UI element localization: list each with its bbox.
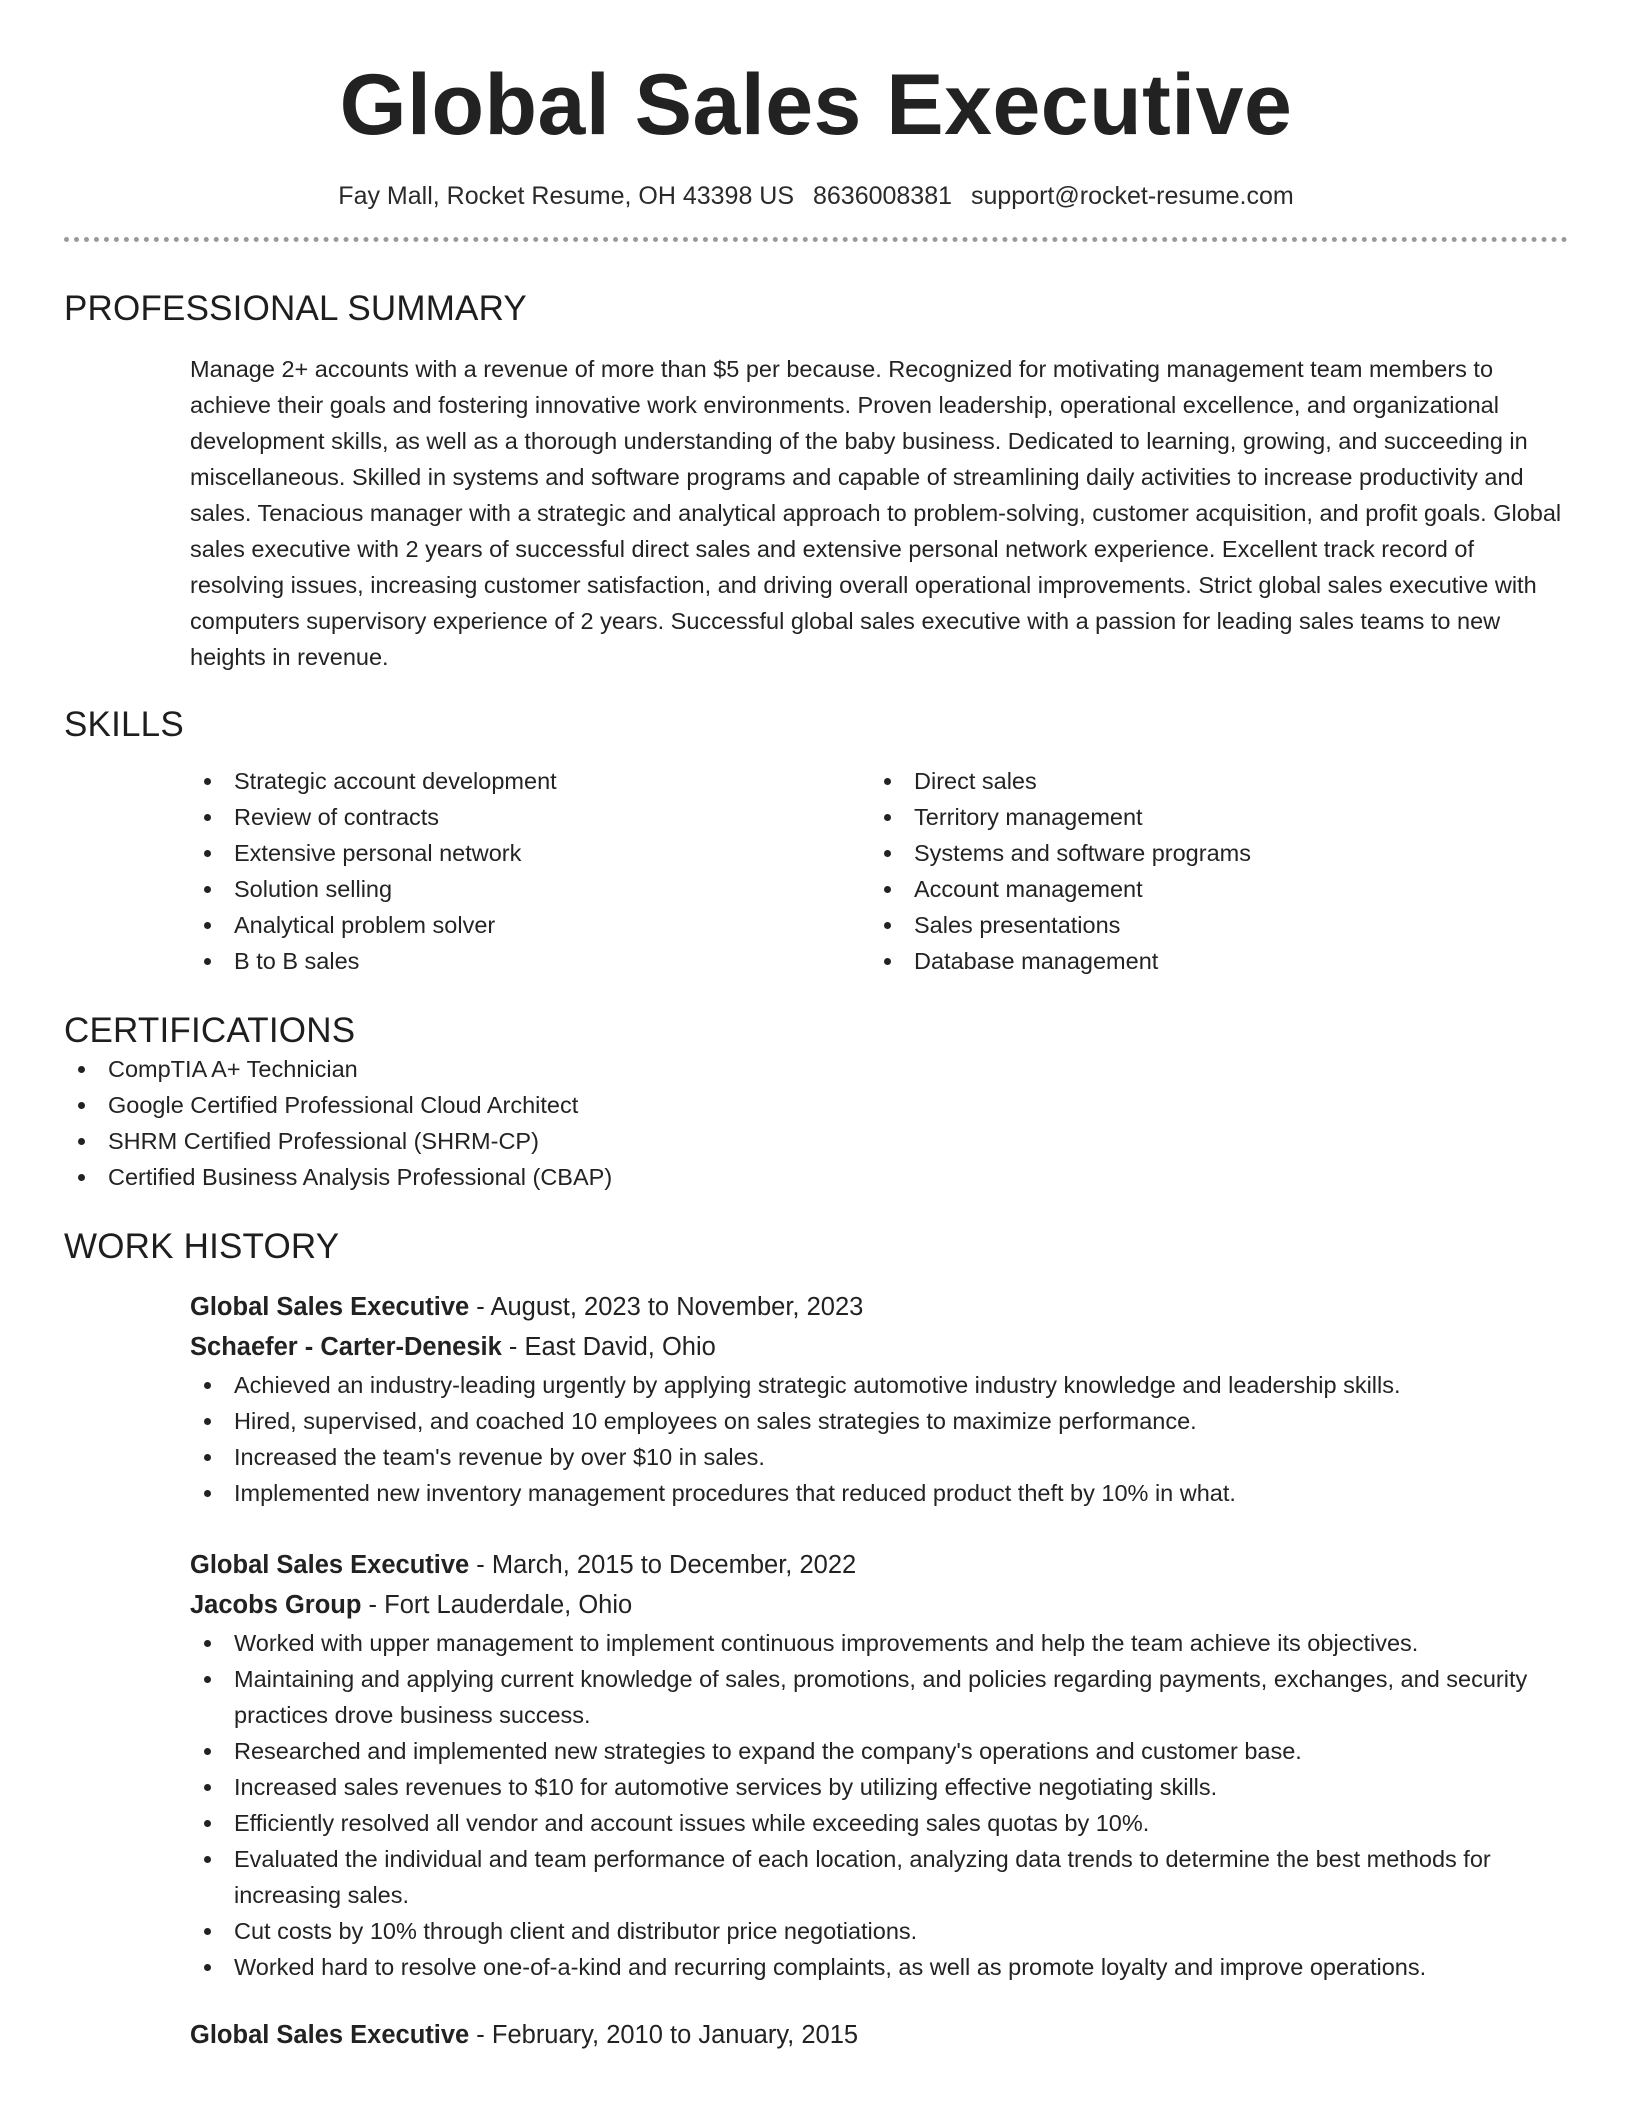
job-company: Schaefer - Carter-Denesik — [190, 1333, 502, 1361]
job-bullet: Increased the team's revenue by over $10 in sales. — [190, 1439, 1568, 1475]
job-bullet: Worked with upper management to implement continuous improvements and help the team achieve its objectives. — [190, 1625, 1568, 1661]
skill-item: B to B sales — [190, 943, 870, 979]
job-dates: - February, 2010 to January, 2015 — [469, 2021, 859, 2049]
job-role: Global Sales Executive — [190, 2021, 470, 2049]
skill-item: Direct sales — [870, 763, 1550, 799]
contact-phone: 8636008381 — [812, 182, 953, 210]
skill-item: Extensive personal network — [190, 835, 870, 871]
job-title-line — [190, 2015, 1568, 2055]
job-dates: - March, 2015 to December, 2022 — [469, 1551, 857, 1579]
job-role: Global Sales Executive — [190, 1551, 470, 1579]
skill-item: Database management — [870, 943, 1550, 979]
job-role: Global Sales Executive — [190, 1293, 470, 1321]
skill-item: Analytical problem solver — [190, 907, 870, 943]
skills-column-left — [190, 763, 870, 979]
skill-item: Sales presentations — [870, 907, 1550, 943]
job-company-line — [190, 1585, 1568, 1625]
job-bullet: Efficiently resolved all vendor and account issues while exceeding sales quotas by 10%. — [190, 1805, 1568, 1841]
contact-email: support@rocket-resume.com — [970, 182, 1294, 210]
certifications-list — [64, 1051, 1568, 1195]
job-bullet: Evaluated the individual and team performance of each location, analyzing data trends to determine the best methods for increasing sales. — [190, 1841, 1568, 1913]
skill-item: Account management — [870, 871, 1550, 907]
certification-item: CompTIA A+ Technician — [64, 1051, 1568, 1087]
job-title-line — [190, 1287, 1568, 1327]
certification-item: SHRM Certified Professional (SHRM-CP) — [64, 1123, 1568, 1159]
skills-list-right — [870, 763, 1550, 979]
job-bullets — [190, 1625, 1568, 1985]
job-entry — [190, 1545, 1568, 1985]
skills-grid — [190, 763, 1568, 979]
job-bullet: Worked hard to resolve one-of-a-kind and recurring complaints, as well as promote loyalty and improve operations. — [190, 1949, 1568, 1985]
skills-heading: SKILLS — [64, 705, 184, 744]
resume-name: Global Sales Executive — [339, 57, 1293, 153]
job-bullets — [190, 1367, 1568, 1511]
job-bullet: Increased sales revenues to $10 for automotive services by utilizing effective negotiating skills. — [190, 1769, 1568, 1805]
skills-column-right — [870, 763, 1550, 979]
job-title-line — [190, 1545, 1568, 1585]
certification-item: Google Certified Professional Cloud Architect — [64, 1087, 1568, 1123]
job-bullet: Hired, supervised, and coached 10 employees on sales strategies to maximize performance. — [190, 1403, 1568, 1439]
job-bullet: Maintaining and applying current knowledge of sales, promotions, and policies regarding payments, exchanges, and security practices drove business success. — [190, 1661, 1568, 1733]
skill-item: Solution selling — [190, 871, 870, 907]
job-entry — [190, 2015, 1568, 2055]
summary-heading: PROFESSIONAL SUMMARY — [64, 289, 527, 328]
contact-info — [64, 182, 1568, 211]
skill-item: Strategic account development — [190, 763, 870, 799]
work-history-heading: WORK HISTORY — [64, 1227, 340, 1266]
job-bullet: Cut costs by 10% through client and distributor price negotiations. — [190, 1913, 1568, 1949]
job-company: Jacobs Group — [190, 1591, 362, 1619]
skills-list-left — [190, 763, 870, 979]
job-entry — [190, 1287, 1568, 1511]
skill-item: Review of contracts — [190, 799, 870, 835]
job-bullet: Researched and implemented new strategies to expand the company's operations and customer base. — [190, 1733, 1568, 1769]
job-dates: - August, 2023 to November, 2023 — [469, 1293, 864, 1321]
job-location: - Fort Lauderdale, Ohio — [361, 1591, 633, 1619]
certifications-heading: CERTIFICATIONS — [64, 1011, 356, 1050]
certification-item: Certified Business Analysis Professional (CBAP) — [64, 1159, 1568, 1195]
summary-text: Manage 2+ accounts with a revenue of more than $5 per because. Recognized for motivating management team members to achieve their goals and fostering innovative work environments. Proven leadership, operational excellence, and organizational development skills, as well as a thorough understanding of the baby business. Dedicated to learning, growing, and succeeding in miscellaneous. Skilled in systems and software programs and capable of streamlining daily activities to increase productivity and sales. Tenacious manager with a strategic and analytical approach to problem-solving, customer acquisition, and profit goals. Global sales executive with 2 years of successful direct sales and extensive personal network experience. Excellent track record of resolving issues, increasing customer satisfaction, and driving overall operational improvements. Strict global sales executive with computers supervisory experience of 2 years. Successful global sales executive with a passion for leading sales teams to new heights in revenue. — [190, 356, 1562, 670]
job-company-line — [190, 1327, 1568, 1367]
job-bullet: Achieved an industry-leading urgently by applying strategic automotive industry knowledge and leadership skills. — [190, 1367, 1568, 1403]
skill-item: Territory management — [870, 799, 1550, 835]
contact-address: Fay Mall, Rocket Resume, OH 43398 US — [338, 182, 795, 210]
job-location: - East David, Ohio — [501, 1333, 716, 1361]
job-bullet: Implemented new inventory management procedures that reduced product theft by 10% in what. — [190, 1475, 1568, 1511]
skill-item: Systems and software programs — [870, 835, 1550, 871]
header-divider — [64, 237, 1568, 242]
